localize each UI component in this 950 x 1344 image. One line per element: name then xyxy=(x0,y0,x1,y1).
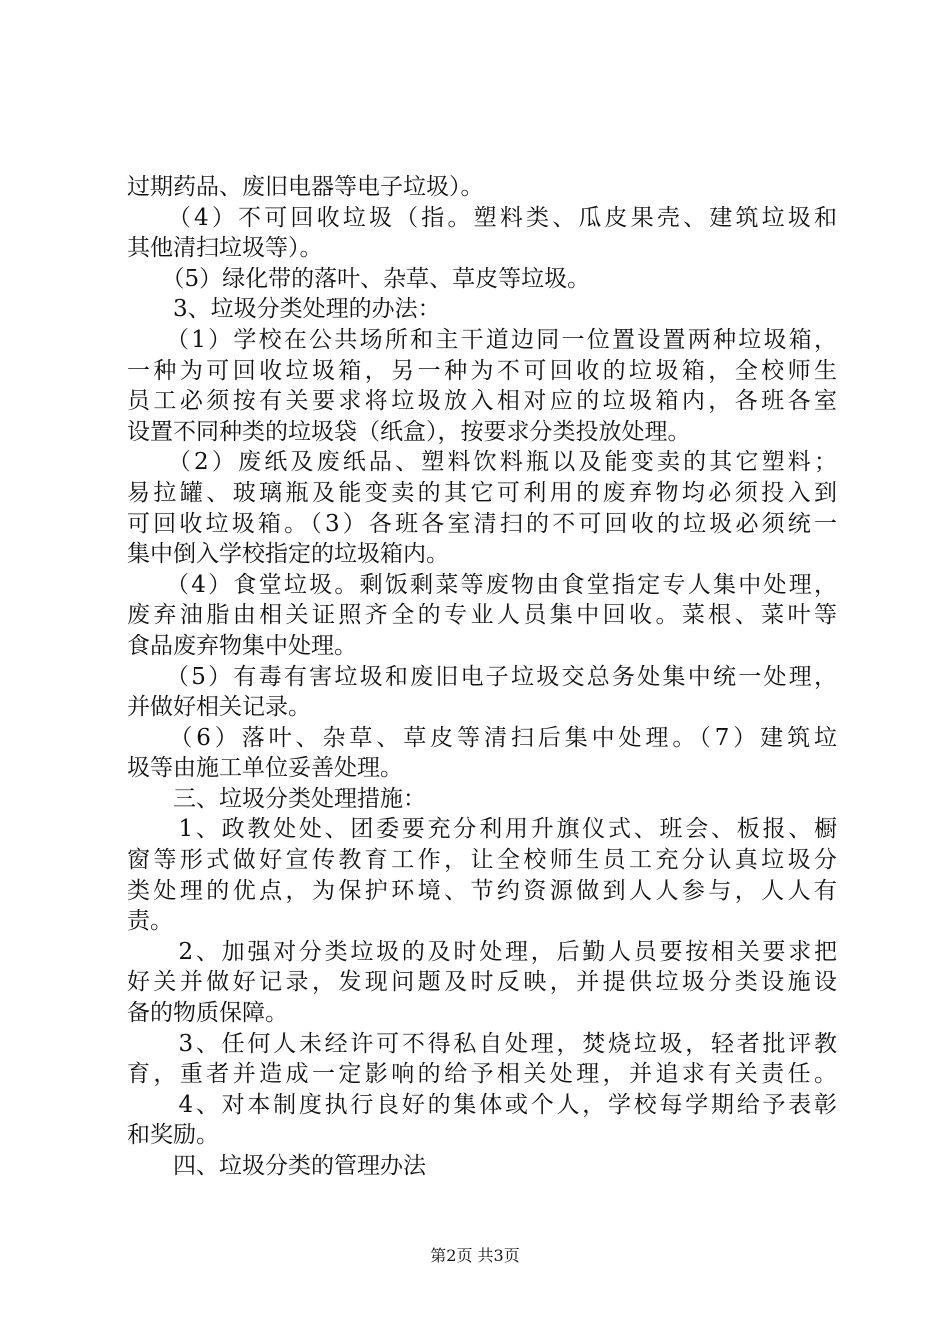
document-body xyxy=(127,172,837,1182)
text-line: 1、政教处处、团委要充分利用升旗仪式、班会、板报、橱 xyxy=(127,816,837,843)
text-line: （5）绿化带的落叶、杂草、草皮等垃圾。 xyxy=(127,265,591,292)
text-line: （2）废纸及废纸品、塑料饮料瓶以及能变卖的其它塑料； xyxy=(127,449,837,476)
text-line: 四、垃圾分类的管理办法 xyxy=(127,1153,426,1179)
text-line: 集中倒入学校指定的垃圾箱内。 xyxy=(127,541,449,568)
text-line: （6）落叶、杂草、草皮等清扫后集中处理。（7）建筑垃 xyxy=(127,724,837,751)
text-line: 三、垃圾分类处理措施： xyxy=(127,785,426,812)
text-line: 其他清扫垃圾等）。 xyxy=(127,235,323,262)
page-footer: 第2页 共3页 xyxy=(430,1246,520,1265)
text-line: 好关并做好记录，发现问题及时反映，并提供垃圾分类设施设 xyxy=(127,969,837,996)
text-line: 一种为可回收垃圾箱，另一种为不可回收的垃圾箱，全校师生 xyxy=(127,357,837,384)
text-line: 3、任何人未经许可不得私自处理，焚烧垃圾，轻者批评教 xyxy=(127,1030,837,1057)
text-line: 责。 xyxy=(127,908,173,935)
text-line: （1）学校在公共场所和主干道边同一位置设置两种垃圾箱， xyxy=(127,326,837,353)
text-line: 3、垃圾分类处理的办法： xyxy=(127,296,441,323)
text-line: 2、加强对分类垃圾的及时处理，后勤人员要按相关要求把 xyxy=(127,938,837,965)
text-line: 备的物质保障。 xyxy=(127,1000,288,1027)
text-line: （4）不可回收垃圾（指。塑料类、瓜皮果壳、建筑垃圾和 xyxy=(127,204,837,231)
text-line: 员工必须按有关要求将垃圾放入相对应的垃圾箱内，各班各室 xyxy=(127,388,837,415)
text-line: 可回收垃圾箱。（3）各班各室清扫的不可回收的垃圾必须统一 xyxy=(127,510,837,537)
text-line: 育，重者并造成一定影响的给予相关处理，并追求有关责任。 xyxy=(127,1061,837,1088)
text-line: 废弃油脂由相关证照齐全的专业人员集中回收。菜根、菜叶等 xyxy=(127,602,837,629)
text-line: 并做好相关记录。 xyxy=(127,694,311,721)
text-line: 4、对本制度执行良好的集体或个人，学校每学期给予表彰 xyxy=(127,1091,837,1118)
text-line: 圾等由施工单位妥善处理。 xyxy=(127,755,403,782)
text-line: 类处理的优点，为保护环境、节约资源做到人人参与，人人有 xyxy=(127,877,837,904)
text-line: （5）有毒有害垃圾和废旧电子垃圾交总务处集中统一处理， xyxy=(127,663,837,690)
text-line: 和奖励。 xyxy=(127,1122,219,1149)
text-line: 过期药品、废旧电器等电子垃圾）。 xyxy=(127,174,484,200)
text-line: 易拉罐、玻璃瓶及能变卖的其它可利用的废弃物均必须投入到 xyxy=(127,479,837,506)
text-line: 食品废弃物集中处理。 xyxy=(127,632,357,659)
text-line: （4）食堂垃圾。剩饭剩菜等废物由食堂指定专人集中处理， xyxy=(127,571,837,598)
text-line: 窗等形式做好宣传教育工作，让全校师生员工充分认真垃圾分 xyxy=(127,847,837,874)
text-line: 设置不同种类的垃圾袋（纸盒），按要求分类投放处理。 xyxy=(127,418,691,445)
